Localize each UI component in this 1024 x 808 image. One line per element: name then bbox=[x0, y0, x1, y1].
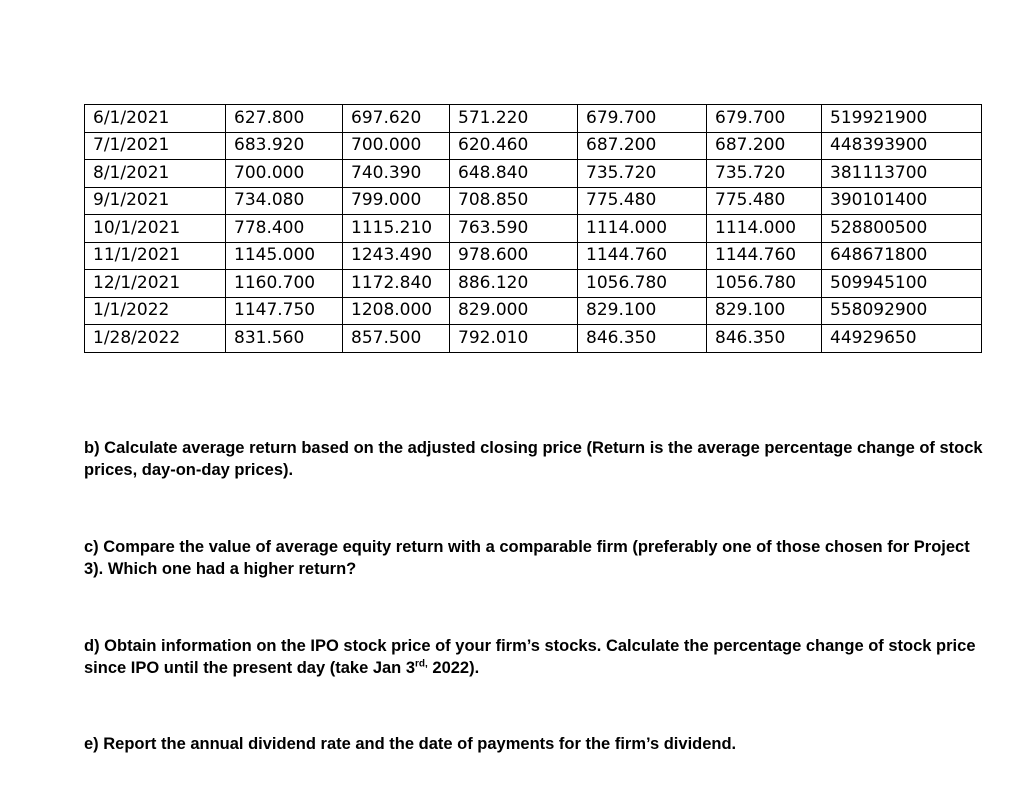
table-row bbox=[85, 160, 982, 188]
value-cell: 687.200 bbox=[578, 132, 707, 160]
value-cell: 1208.000 bbox=[343, 297, 450, 325]
table-row bbox=[85, 132, 982, 160]
value-cell: 829.100 bbox=[578, 297, 707, 325]
table-row bbox=[85, 215, 982, 243]
date-cell: 11/1/2021 bbox=[85, 242, 226, 270]
value-cell: 571.220 bbox=[450, 105, 578, 133]
value-cell: 846.350 bbox=[707, 325, 822, 353]
value-cell: 978.600 bbox=[450, 242, 578, 270]
stock-price-table bbox=[84, 104, 982, 353]
value-cell: 735.720 bbox=[707, 160, 822, 188]
value-cell: 1145.000 bbox=[226, 242, 343, 270]
value-cell: 829.100 bbox=[707, 297, 822, 325]
value-cell: 792.010 bbox=[450, 325, 578, 353]
value-cell: 519921900 bbox=[822, 105, 982, 133]
question-c: c) Compare the value of average equity return with a comparable firm (preferably one of those chosen for Project 3). Which one had a higher return? bbox=[84, 538, 970, 578]
value-cell: 886.120 bbox=[450, 270, 578, 298]
value-cell: 735.720 bbox=[578, 160, 707, 188]
value-cell: 763.590 bbox=[450, 215, 578, 243]
value-cell: 1160.700 bbox=[226, 270, 343, 298]
value-cell: 558092900 bbox=[822, 297, 982, 325]
date-cell: 1/1/2022 bbox=[85, 297, 226, 325]
date-cell: 8/1/2021 bbox=[85, 160, 226, 188]
value-cell: 683.920 bbox=[226, 132, 343, 160]
value-cell: 648671800 bbox=[822, 242, 982, 270]
value-cell: 648.840 bbox=[450, 160, 578, 188]
value-cell: 846.350 bbox=[578, 325, 707, 353]
value-cell: 620.460 bbox=[450, 132, 578, 160]
value-cell: 857.500 bbox=[343, 325, 450, 353]
date-cell: 9/1/2021 bbox=[85, 187, 226, 215]
value-cell: 778.400 bbox=[226, 215, 343, 243]
question-d-superscript: rd, bbox=[415, 658, 428, 670]
date-cell: 10/1/2021 bbox=[85, 215, 226, 243]
value-cell: 708.850 bbox=[450, 187, 578, 215]
question-d bbox=[84, 635, 984, 679]
value-cell: 1243.490 bbox=[343, 242, 450, 270]
value-cell: 528800500 bbox=[822, 215, 982, 243]
value-cell: 509945100 bbox=[822, 270, 982, 298]
value-cell: 829.000 bbox=[450, 297, 578, 325]
date-cell: 1/28/2022 bbox=[85, 325, 226, 353]
date-cell: 12/1/2021 bbox=[85, 270, 226, 298]
value-cell: 390101400 bbox=[822, 187, 982, 215]
table-row bbox=[85, 105, 982, 133]
question-b: b) Calculate average return based on the adjusted closing price (Return is the average percentage change of stock prices, day-on-day prices). bbox=[84, 439, 983, 479]
table-body bbox=[85, 105, 982, 353]
value-cell: 44929650 bbox=[822, 325, 982, 353]
value-cell: 687.200 bbox=[707, 132, 822, 160]
value-cell: 697.620 bbox=[343, 105, 450, 133]
value-cell: 700.000 bbox=[343, 132, 450, 160]
value-cell: 1144.760 bbox=[707, 242, 822, 270]
value-cell: 1114.000 bbox=[578, 215, 707, 243]
value-cell: 1172.840 bbox=[343, 270, 450, 298]
question-d-text: d) Obtain information on the IPO stock price of your firm’s stocks. Calculate the percentage change of stock price since IPO until the present day (take Jan 3 bbox=[84, 637, 976, 677]
value-cell: 1147.750 bbox=[226, 297, 343, 325]
value-cell: 1056.780 bbox=[707, 270, 822, 298]
value-cell: 775.480 bbox=[707, 187, 822, 215]
value-cell: 740.390 bbox=[343, 160, 450, 188]
value-cell: 700.000 bbox=[226, 160, 343, 188]
table-row bbox=[85, 297, 982, 325]
value-cell: 448393900 bbox=[822, 132, 982, 160]
value-cell: 734.080 bbox=[226, 187, 343, 215]
value-cell: 1115.210 bbox=[343, 215, 450, 243]
question-e: e) Report the annual dividend rate and the date of payments for the firm’s dividend. bbox=[84, 735, 737, 753]
value-cell: 381113700 bbox=[822, 160, 982, 188]
value-cell: 627.800 bbox=[226, 105, 343, 133]
value-cell: 775.480 bbox=[578, 187, 707, 215]
date-cell: 6/1/2021 bbox=[85, 105, 226, 133]
value-cell: 1056.780 bbox=[578, 270, 707, 298]
value-cell: 831.560 bbox=[226, 325, 343, 353]
table-row bbox=[85, 270, 982, 298]
table-row bbox=[85, 325, 982, 353]
value-cell: 1144.760 bbox=[578, 242, 707, 270]
value-cell: 799.000 bbox=[343, 187, 450, 215]
value-cell: 1114.000 bbox=[707, 215, 822, 243]
table-row bbox=[85, 187, 982, 215]
value-cell: 679.700 bbox=[578, 105, 707, 133]
question-d-text-end: 2022). bbox=[427, 659, 480, 677]
table-row bbox=[85, 242, 982, 270]
value-cell: 679.700 bbox=[707, 105, 822, 133]
date-cell: 7/1/2021 bbox=[85, 132, 226, 160]
